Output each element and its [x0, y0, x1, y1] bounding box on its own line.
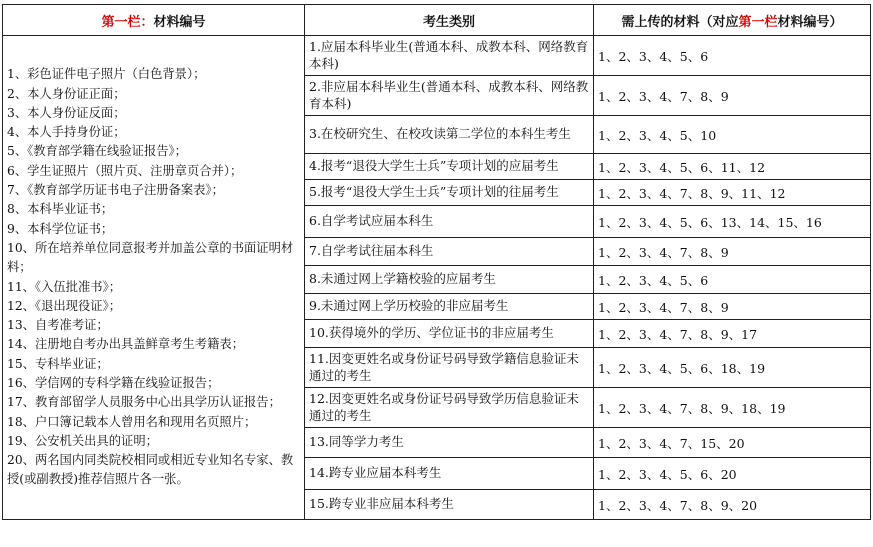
candidate-category-cell: 2.非应届本科毕业生(普通本科、成教本科、网络教育本科)	[305, 76, 594, 116]
required-materials-cell: 1、2、3、4、5、6、11、12	[594, 154, 871, 180]
required-materials-cell: 1、2、3、4、5、6、13、14、15、16	[594, 206, 871, 238]
required-materials-cell: 1、2、3、4、7、8、9	[594, 76, 871, 116]
header-col1-rest: 材料编号	[153, 14, 206, 30]
required-materials-cell: 1、2、3、4、7、15、20	[594, 428, 871, 458]
material-item: 2、本人身份证正面；	[7, 86, 126, 101]
candidate-category-cell: 5.报考“退役大学生士兵”专项计划的往届考生	[305, 180, 594, 206]
required-materials-cell: 1、2、3、4、7、8、9	[594, 294, 871, 320]
required-materials-cell: 1、2、3、4、7、8、9、18、19	[594, 388, 871, 428]
candidate-category-cell: 7.自学考试往届本科生	[305, 238, 594, 266]
material-item: 20、两名国内同类院校相同或相近专业知名专家、教授(或副教授)推荐信照片各一张。	[7, 453, 294, 487]
header-col3-post: 材料编号）	[777, 14, 843, 30]
material-item: 9、本科学位证书；	[7, 221, 114, 236]
header-col3-pre: 需上传的材料（对应	[621, 14, 739, 30]
material-item: 13、自考准考证；	[7, 318, 109, 333]
material-item: 3、本人身份证反面；	[7, 105, 126, 120]
material-item: 19、公安机关出具的证明；	[7, 433, 158, 448]
candidate-category-cell: 4.报考“退役大学生士兵”专项计划的应届考生	[305, 154, 594, 180]
candidate-category-cell: 12.因变更姓名或身份证号码导致学历信息验证未通过的考生	[305, 388, 594, 428]
material-item: 4、本人手持身份证；	[7, 125, 126, 140]
candidate-category-cell: 14.跨专业应届本科考生	[305, 458, 594, 490]
material-item: 6、学生证照片（照片页、注册章页合并）；	[7, 163, 243, 178]
header-required-materials	[594, 5, 871, 36]
header-materials-number	[3, 5, 305, 36]
candidate-category-cell: 10.获得境外的学历、学位证书的非应届考生	[305, 320, 594, 348]
required-materials-cell: 1、2、3、4、5、6、20	[594, 458, 871, 490]
material-item: 11、《入伍批准书》；	[7, 279, 122, 294]
candidate-category-cell: 15.跨专业非应届本科考生	[305, 490, 594, 520]
material-item: 15、专科毕业证；	[7, 356, 109, 371]
table-row	[3, 36, 871, 76]
required-materials-cell: 1、2、3、4、5、6	[594, 266, 871, 294]
material-item: 1、彩色证件电子照片（白色背景）；	[7, 67, 206, 82]
required-materials-cell: 1、2、3、4、5、10	[594, 116, 871, 154]
candidate-category-cell: 13.同等学力考生	[305, 428, 594, 458]
header-candidate-category: 考生类别	[305, 5, 594, 36]
header-row	[3, 5, 871, 36]
material-item: 10、所在培养单位同意报考并加盖公章的书面证明材料；	[7, 240, 294, 275]
required-materials-cell: 1、2、3、4、7、8、9、17	[594, 320, 871, 348]
material-item: 8、本科毕业证书；	[7, 202, 114, 217]
materials-table	[2, 4, 871, 520]
material-item: 18、户口簿记载本人曾用名和现用名页照片；	[7, 414, 257, 429]
material-item: 17、教育部留学人员服务中心出具学历认证报告；	[7, 395, 281, 410]
candidate-category-cell: 6.自学考试应届本科生	[305, 206, 594, 238]
required-materials-cell: 1、2、3、4、7、8、9、11、12	[594, 180, 871, 206]
candidate-category-cell: 3.在校研究生、在校攻读第二学位的本科生考生	[305, 116, 594, 154]
header-col1-red: 第一栏：	[101, 14, 154, 30]
required-materials-cell: 1、2、3、4、5、6	[594, 36, 871, 76]
material-item: 12、《退出现役证》；	[7, 298, 122, 313]
candidate-category-cell: 8.未通过网上学籍校验的应届考生	[305, 266, 594, 294]
material-item: 16、学信网的专科学籍在线验证报告；	[7, 375, 220, 390]
candidate-category-cell: 11.因变更姓名或身份证号码导致学籍信息验证未通过的考生	[305, 348, 594, 388]
material-item: 7、《教育部学历证书电子注册备案表》；	[7, 183, 224, 198]
materials-list-cell	[3, 36, 305, 520]
header-col3-red: 第一栏	[738, 14, 778, 30]
material-item: 5、《教育部学籍在线验证报告》；	[7, 144, 187, 159]
required-materials-cell: 1、2、3、4、5、6、18、19	[594, 348, 871, 388]
required-materials-cell: 1、2、3、4、7、8、9	[594, 238, 871, 266]
candidate-category-cell: 1.应届本科毕业生(普通本科、成教本科、网络教育本科)	[305, 36, 594, 76]
material-item: 14、注册地自考办出具盖鲜章考生考籍表；	[7, 337, 244, 352]
required-materials-cell: 1、2、3、4、7、8、9、20	[594, 490, 871, 520]
candidate-category-cell: 9.未通过网上学历校验的非应届考生	[305, 294, 594, 320]
